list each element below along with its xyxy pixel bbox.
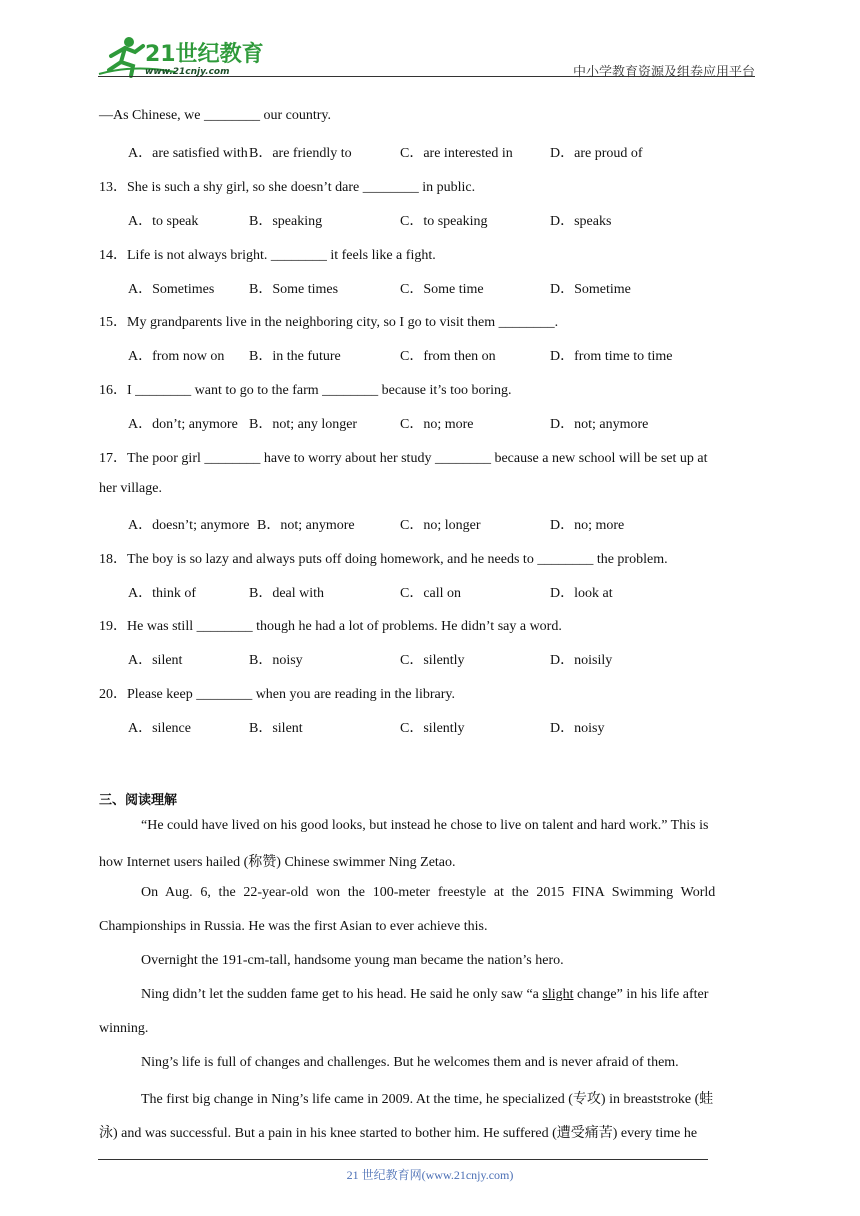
option-a: A．think of <box>128 586 197 601</box>
passage-line: how Internet users hailed (称赞) Chinese swimmer Ning Zetao. <box>99 855 456 870</box>
option-d: D．noisy <box>550 721 605 736</box>
footer-text: 21 世纪教育网(www.21cnjy.com) <box>346 1168 514 1182</box>
question-stem: 14．Life is not always bright. ________ it feels like a fight. <box>99 248 436 263</box>
logo-url: www.21cnjy.com <box>145 67 230 77</box>
question-stem: 20．Please keep ________ when you are reading in the library. <box>99 687 455 702</box>
option-d: D．from time to time <box>550 349 673 364</box>
option-b: B．silent <box>249 721 303 736</box>
passage-line <box>141 987 763 1003</box>
passage-line <box>141 818 763 834</box>
passage-line: Ning’s life is full of changes and challenges. But he welcomes them and is never afraid of them. <box>141 1055 679 1070</box>
option-a: A．silence <box>128 721 191 736</box>
option-d: D．look at <box>550 586 613 601</box>
question-stem: 18．The boy is so lazy and always puts off doing homework, and he needs to ________ the problem. <box>99 552 668 567</box>
option-b: B．are friendly to <box>249 146 352 161</box>
option-a: A．from now on <box>128 349 225 364</box>
logo-title: 21世纪教育 <box>145 42 264 67</box>
logo <box>95 34 265 78</box>
option-c: C．Some time <box>400 282 484 297</box>
passage-text: “He could have lived on his good looks, but instead he chose to live on talent and hard work.” This is <box>141 818 709 833</box>
option-b: B．speaking <box>249 214 323 229</box>
question-stem: 13．She is such a shy girl, so she doesn’t dare ________ in public. <box>99 180 476 195</box>
option-a: A．are satisfied with <box>128 146 248 161</box>
option-c: C．silently <box>400 653 465 668</box>
option-d: D．speaks <box>550 214 612 229</box>
option-c: C．are interested in <box>400 146 513 161</box>
option-b: B．noisy <box>249 653 303 668</box>
question-stem: 16．I ________ want to go to the farm ________ because it’s too boring. <box>99 383 512 398</box>
header-divider <box>98 76 755 77</box>
option-a: A．to speak <box>128 214 199 229</box>
option-b: B．in the future <box>249 349 341 364</box>
question-stem-continued: her village. <box>99 481 162 496</box>
passage-line: Championships in Russia. He was the first Asian to ever achieve this. <box>99 919 488 934</box>
option-d: D．are proud of <box>550 146 643 161</box>
option-b: B．deal with <box>249 586 325 601</box>
question-stem: 19．He was still ________ though he had a lot of problems. He didn’t say a word. <box>99 619 562 634</box>
option-c: C．no; longer <box>400 518 481 533</box>
option-b: B．not; any longer <box>249 417 358 432</box>
passage-line: The first big change in Ning’s life came in 2009. At the time, he specialized (专攻) in breaststroke (蛙 <box>141 1092 714 1107</box>
footer-divider <box>98 1159 708 1160</box>
option-d: D．no; more <box>550 518 625 533</box>
underlined-word: slight <box>542 987 574 1002</box>
option-d: D．not; anymore <box>550 417 649 432</box>
option-b: B．not; anymore <box>257 518 355 533</box>
passage-line: 泳) and was successful. But a pain in his knee started to bother him. He suffered (遭受痛苦) every time he <box>99 1126 698 1141</box>
option-a: A．silent <box>128 653 183 668</box>
option-a: A．don’t; anymore <box>128 417 238 432</box>
header-platform-text: 中小学教育资源及组卷应用平台 <box>572 64 755 79</box>
option-c: C．to speaking <box>400 214 488 229</box>
passage-text: change” in his life after <box>573 987 709 1002</box>
option-b: B．Some times <box>249 282 339 297</box>
option-a: A．Sometimes <box>128 282 215 297</box>
option-c: C．call on <box>400 586 462 601</box>
logo-runner-icon <box>95 34 265 78</box>
passage-line: winning. <box>99 1021 149 1036</box>
option-c: C．silently <box>400 721 465 736</box>
passage-text: Ning didn’t let the sudden fame get to his head. He said he only saw “a <box>141 987 543 1002</box>
option-d: D．noisily <box>550 653 613 668</box>
question-stem: 17．The poor girl ________ have to worry about her study ________ because a new school will be set up at <box>99 451 708 466</box>
option-c: C．from then on <box>400 349 496 364</box>
option-c: C．no; more <box>400 417 474 432</box>
question-stem: —As Chinese, we ________ our country. <box>99 108 332 123</box>
section-title: 三、阅读理解 <box>99 793 178 808</box>
option-d: D．Sometime <box>550 282 631 297</box>
question-stem: 15．My grandparents live in the neighboring city, so I go to visit them ________. <box>99 315 559 330</box>
passage-line: On Aug. 6, the 22-year-old won the 100-meter freestyle at the 2015 FINA Swimming World <box>141 885 716 900</box>
passage-line: Overnight the 191-cm-tall, handsome young man became the nation’s hero. <box>141 953 564 968</box>
option-a: A．doesn’t; anymore <box>128 518 250 533</box>
